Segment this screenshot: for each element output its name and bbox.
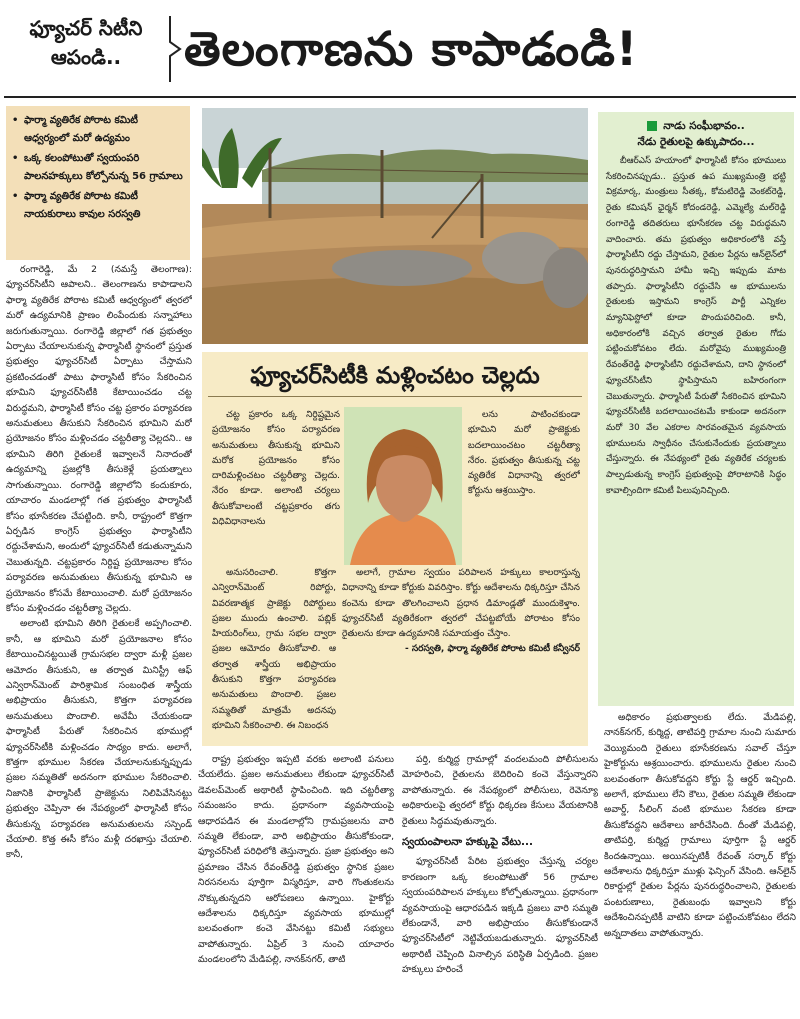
section-subheading: స్వయంపాలనా హక్కుపై వేటు... xyxy=(402,836,533,849)
summary-item: • ఫార్మా వ్యతిరేక పోరాట కమిటీ ఆధ్వర్యంలో మరో ఉద్యమం xyxy=(12,112,184,148)
sidebar-article xyxy=(598,112,794,706)
headline-rule xyxy=(4,96,796,98)
column-1-para-2: అలాంటి భూమిని తిరిగి రైతులకే అప్పగించాలి. కానీ, ఆ భూమిని మరో ప్రయోజనాల కోసం కేటాయించినట్టయితే గ్రామసభల ద్వారా మళ్లీ ప్రజల ఆమోదం తీసుకుని, ఆ తర్వాత మినిస్ట్రీ ఆఫ్ ఎన్విరాన్‌మెంట్ పారిశ్రామిక సంబంధిత శాస్త్రీయ అభిప్రాయం తీసుకుని, కొత్తగా పర్యావరణ అనుమతులు పొందాలి. అవేమీ చేయకుండా ఫార్మాసిటీ పేరుతో సేకరించిన భూముల్లో ఫ్యూచర్‌సిటీకి మళ్లించడం సాధ్యం కాదు. అలాగే, కొత్తగా భూముల సేకరణ చేయాలనుకున్నప్పుడు ప్రజల సమ్మతితో అదనంగా భూముల సేకరించాలి. నిజానికి ఫార్మాసిటీ ప్రాజెక్టును నిలిపివేసినట్టు ప్రభుత్వం చెప్పినా ఈ నేపథ్యంలో ఫార్మాసిటీ కోసం తీసుకున్న పర్యావరణ అనుమతులను సస్పెండ్ చేయాలి. కొత్త ఈసీ కోసం మళ్లీ దరఖాస్తు చేయాలి. కానీ, xyxy=(6,618,192,861)
column-1-para-1 xyxy=(6,262,192,616)
kicker-line-2: ఆపండి.. xyxy=(50,45,122,69)
callout-right-para: లను పాటించకుండా భూమిని మరో ప్రాజెక్టుకు బదలాయించటం చట్టరీత్యా నేరం. ప్రభుత్వం తీసుకున్న చట్ట వ్యతిరేక విధానాన్ని త్వరలో కోర్టును ఆశ్రయిస్తాం. xyxy=(468,410,580,497)
callout-left-para: చట్ట ప్రకారం ఒక్క నిర్దిష్టమైన ప్రయోజనం కోసం పర్యావరణ అనుమతులు తీసుకున్న భూమిని మరోక ప్రయోజనం కోసం దారిమళ్లించటం చట్టరీత్యా చెల్లదు. నేరం కూడా. అలాంటి చర్యలు తీసుకోవాలంటే చట్టప్రకారం తగు విధివిధానాలను xyxy=(212,410,340,528)
sidebar-heading xyxy=(606,118,786,150)
column-4 xyxy=(604,710,796,1016)
column-3 xyxy=(402,752,598,1016)
callout-byline: - సరస్వతి, ఫార్మా వ్యతిరేక పోరాట కమిటీ కన్వీనర్ xyxy=(405,644,580,655)
summary-item: • ఫార్మా వ్యతిరేక పోరాట కమిటీ నాయకురాలు కావుల సరస్వతి xyxy=(12,188,184,224)
callout-title: ఫ్యూచర్‌సిటీకి మళ్లించటం చెల్లదు xyxy=(250,363,540,389)
column-1 xyxy=(6,262,192,1016)
column-2 xyxy=(198,752,394,1016)
column-3-text-1: పర్తి, కుర్మిద్ద గ్రామాల్లో వందలమంది పోలీసులను మోహరించి, రైతులను బెదిరించి కంచె వేస్తున్నారని వాపోతున్నారు. ఈ నేపథ్యంలో పోలీసులు, రెవెన్యూ అధికారులపై త్వరలో కోర్టు ధిక్కరణ కేసులు వేయటానికి రైతులు సిద్ధమవుతున్నారు. xyxy=(402,754,598,827)
sidebar-heading-line-2: నేడు రైతులపై ఉక్కుపాదం... xyxy=(637,136,755,148)
dateline: రంగారెడ్డి, మే 2 (నమస్తే తెలంగాణ): xyxy=(20,264,192,275)
landscape-photo xyxy=(202,108,588,344)
callout-left-para-2: అనుసరించాలి. కొత్తగా ఎన్విరాన్‌మెంట్ రిపోర్టు, వివరణాత్మక ప్రాజెక్టు రిపోర్టులు ప్రజల ముందు ఉంచాలి. పబ్లిక్ హియరింగ్‌లు, గ్రామ సభల ద్వారా ప్రజల ఆమోదం తీసుకోవాలి. ఆ తర్వాత శాస్త్రీయ అభిప్రాయం తీసుకుని కొత్తగా పర్యావరణ అనుమతులు పొందాలి. ప్రజల సమ్మతితో మాత్రమే అదనపు భూమిని సేకరించాలి. ఈ నిబంధన xyxy=(212,568,336,731)
summary-item: • ఒక్క కలంపోటుతో స్వయంపరి పాలనహక్కులు కోల్పోనున్న 56 గ్రామాలు xyxy=(12,150,184,186)
callout-rule xyxy=(208,396,582,397)
column-3-text-2: ఫ్యూచర్‌సిటీ పేరిట ప్రభుత్వం చేస్తున్న చర్యల కారణంగా ఒక్క కలంపోటుతో 56 గ్రామాల స్వయంపరిపాలన హక్కులు కోల్పోతున్నాయి. ప్రధానంగా వ్యవసాయంపై ఆధారపడిన ఇక్కడి ప్రజలు వారి సమ్మతి లేకుండానే, వారి అభిప్రాయం తీసుకోకుండానే ఫ్యూచర్‌సిటీలో నెట్టివేయబడుతున్నారు. ఫ్యూచర్‌సిటీ అథారిటీ చెప్పింది వినాల్సిన పరిస్థితి ఏర్పడింది. ప్రజల హక్కులు హరించే xyxy=(402,856,598,976)
kicker-line-1: ఫ్యూచర్ సిటీని xyxy=(29,16,143,40)
summary-box xyxy=(6,106,190,260)
callout-text-left-lower xyxy=(212,566,336,742)
photo-water xyxy=(262,182,588,204)
kicker xyxy=(6,10,166,92)
portrait-photo xyxy=(344,407,462,565)
callout-text-right-lower xyxy=(342,566,580,740)
column-1-text-1: ఫ్యూచర్‌సిటీని ఆపాలని.. తెలంగాణను కాపాడాలని ఫార్మా వ్యతిరేక పోరాట కమిటీ ఆధ్వర్యంలో త్వరలో మరో ఉద్యమానికి ప్రాణం లింపేందుకు సన్నాహాలు జరుగుతున్నాయి. రంగారెడ్డి జిల్లాలో గత ప్రభుత్వం ఏర్పాటు చేయాలనుకున్న ఫార్మాసిటీ స్థానంలో ప్రస్తుత ప్రభుత్వం ఫ్యూచర్‌సిటీ ఏర్పాటు చేస్తామని ప్రకటించడంతో పాటు ఫార్మాసిటీ కోసం సేకరించిన భూమిని ఫ్యూచర్‌సిటీకి కేటాయించడం చట్ట విరుద్ధమని, ఫార్మాసిటీ కోసం చట్ట ప్రకారం పర్యావరణ అనుమతులు తీసుకుని సేకరించిన భూమిని మరో ప్రయోజనం కోసం మళ్లించడం చట్టరీత్యా చెల్లదని.. ఆ భూమిని తిరిగి రైతులకే ఇవ్వాలనే నినాదంతో ఉద్యమాన్ని ప్రజల్లోకి తీసుకెళ్లే ప్రయత్నాలు సాగుతున్నాయి. రంగారెడ్డి జిల్లాలోని కందుకూరు, యాచారం మండలాల్లో గత ప్రభుత్వం ఫార్మాసిటీ కోసం భూసేకరణ చేపట్టింది. కానీ, రాష్ట్రంలో కొత్తగా ఏర్పడిన కాంగ్రెస్ ప్రభుత్వం ఫార్మాసిటీని రద్దుచేశామని, అందులో ఫ్యూచర్‌సిటీ కడుతున్నామని చెబుతున్నది. చట్టప్రకారం నిర్దిష్ట ప్రయోజనాల కోసం పర్యావరణ అనుమతులు తీసుకున్న భూమిని ఆ ప్రయోజనం కోసమే కేటాయించాలి. మరో ప్రయోజనం కోసం మళ్లించడం చట్టరీత్యా చెల్లదు. xyxy=(6,279,192,614)
sidebar-heading-line-1: నాడు సంఘీభావం.. xyxy=(663,120,745,132)
callout-text-right xyxy=(468,408,580,566)
sidebar-text: బీఆర్ఎస్ హయాంలో ఫార్మాసిటీ కోసం భూములు సేకరించినప్పుడు.. ప్రస్తుత ఉప ముఖ్యమంత్రి భట్టి విక్రమార్క, మంత్రులు సీతక్క, కోమటిరెడ్డి వెంకట్‌రెడ్డి, రైతు కమిషన్ ఛైర్మన్ కోదండరెడ్డి, ఎమ్మెల్యే మల్‌రెడ్డి రంగారెడ్డి తదితరులు భూసేకరణ చట్ట విరుద్ధమని వాదించారు. తమ ప్రభుత్వం అధికారంలోకి వస్తే ఫార్మాసిటీని రద్దు చేస్తామని, రైతుల పేర్లను ఆన్‌లైన్‌లో పునరుద్ధరిస్తామని హామీ ఇచ్చి ఇప్పుడు మాట తప్పారు. ఫార్మాసిటీని రద్దుచేసి ఆ భూములను రైతులకు ఇస్తామని కాంగ్రెస్ పార్టీ ఎన్నికల మ్యానిఫెస్టోలో కూడా పొందుపరిచింది. కానీ, అధికారంలోకి వచ్చిన తర్వాత రైతుల గోడు పట్టించుకోవటం లేదు. మరోవైపు ముఖ్యమంత్రి రేవంత్‌రెడ్డి ఫార్మాసిటీని రద్దుచేశామని, దాని స్థానంలో ఫ్యూచర్‌సిటీని స్థాపిస్తామని బహిరంగంగా చెబుతున్నారు. ఫార్మాసిటీ పేరుతో సేకరించిన భూమిని ఫ్యూచర్‌సిటీకి బదలాయించటమే కాకుండా అదనంగా మరో 30 వేల ఎకరాల సారవంతమైన వ్యవసాయ భూములను స్వాధీనం చేసుకునేందుకు ప్రయత్నాలు చేస్తున్నారు. ఈ నేపథ్యంలో రైతు వ్యతిరేక చర్యలకు పాల్పడుతున్న కాంగ్రెస్ ప్రభుత్వంపై పోరాటానికి సిద్ధం కావాల్సిందిగా కమిటీ పిలుపునిచ్చింది. xyxy=(606,156,786,496)
chevron-right-icon xyxy=(166,14,186,84)
callout-right-para-2: అలాగే, గ్రామాల స్వయం పరిపాలన హక్కులు కాలరాస్తున్న విధానాన్ని కూడా కోర్టుకు వివరిస్తాం. కోర్టు ఆదేశాలను ధిక్కరిస్తూ చేసిన కంచెను కూడా తొలగించాలని ప్రధాన డిమాండ్లతో ముందుకెళ్తాం. ఫ్యూచర్‌సిటీ వ్యతిరేకంగా త్వరలో చేపట్టబోయే పోరాటం కోసం రైతులను కూడా ఉద్యమానికి సమాయత్తం చేస్తాం. xyxy=(342,568,580,640)
interview-callout xyxy=(202,352,588,746)
square-icon xyxy=(647,121,657,131)
headline: తెలంగాణను కాపాడండి! xyxy=(184,22,639,77)
column-2-text: రాష్ట్ర ప్రభుత్వం ఇప్పటి వరకు అలాంటి పనులు చేయలేదు. ప్రజల అనుమతులు లేకుండా ఫ్యూచర్‌సిటీ డెవలప్‌మెంట్ అథారిటీ స్థాపించింది. ఇది చట్టరీత్యా సమంజసం కాదు. ప్రధానంగా వ్యవసాయంపై ఆధారపడిన ఈ మండలాల్లోని గ్రామప్రజలను వారి సమ్మతి లేకుండా, వారి అభిప్రాయం తీసుకోకుండా, ఫ్యూచర్‌సిటీ పరిధిలోకి తెస్తున్నారు. ప్రజా ప్రభుత్వం అని ప్రమాణం చేసిన రేవంత్‌రెడ్డి ప్రభుత్వం స్థానిక ప్రజల నిరసనలను పూర్తిగా విస్మరిస్తూ, వారి గొంతుకలను నొక్కుతున్నదని ఆరోపణలు ఉన్నాయి. హైకోర్టు ఆదేశాలను ధిక్కరిస్తూ వ్యవసాయ భూముల్లో బలవంతంగా కంచె వేసినట్టు కమిటీ సభ్యులు వాపోతున్నారు. ఏప్రిల్ 3 నుంచి యాచారం మండలంలోని మేడిపల్లి, నానక్‌నగర్, తాటి xyxy=(198,754,394,966)
column-4-text: అధికారం ప్రభుత్వాలకు లేదు. మేడిపల్లి, నానక్‌నగర్, కుర్మిద్ద, తాటిపర్తి గ్రామాల నుంచి సుమారు వెయ్యిమంది రైతులు భూసేకరణను సవాల్ చేస్తూ హైకోర్టును ఆశ్రయించారు. భూములను రైతుల నుంచి బలవంతంగా తీసుకోవద్దని కోర్టు స్టే ఆర్డర్ ఇచ్చింది. అలాగే, భూములు లేని కౌలు, రైతుల సమ్మతి లేకుండా అవార్డ్, సీలింగ్ వంటి భూముల సేకరణ కూడా తీసుకోవద్దని ఆదేశాలు జారీచేసింది. దీంతో మేడిపల్లి, తాటిపర్తి, కుర్మిద్ద గ్రామాలు పూర్తిగా స్టే ఆర్డర్ కిందఉన్నాయి. అయినప్పటికీ రేవంత్ సర్కార్ కోర్టు ఆదేశాలను ధిక్కరిస్తూ ముళ్లు ఫెన్సింగ్ వేసింది. ఆన్‌లైన్ రికార్డుల్లో రైతుల పేర్లను పునరుద్ధరించాలని, రైతులకు పంటరుణాలు, రైతుబంధు ఇవ్వాలని కోర్టు ఆదేశించినప్పటికీ వాటిని కూడా పట్టించుకోవటం లేదని అన్నదాతలు వాపోతున్నారు. xyxy=(604,712,796,939)
